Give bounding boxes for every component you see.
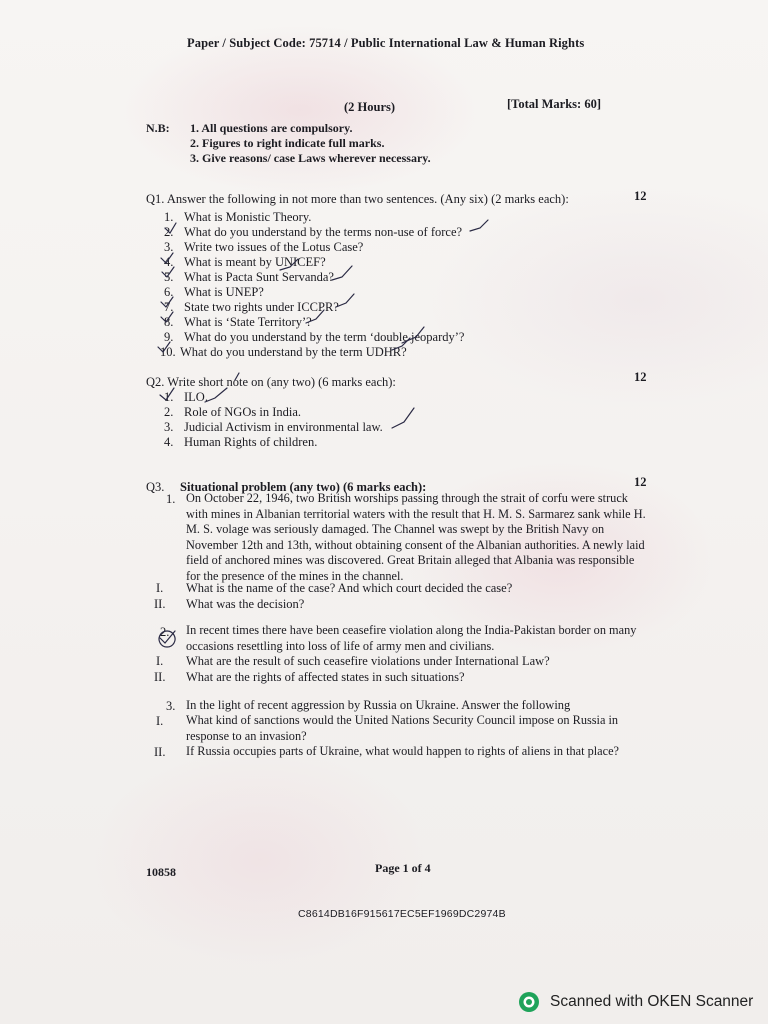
instruction-item: 1. All questions are compulsory. bbox=[190, 121, 353, 135]
q2-item: 2. Role of NGOs in India. bbox=[164, 405, 301, 419]
paper-code: C8614DB16F915617EC5EF1969DC2974B bbox=[298, 908, 506, 920]
question-2-marks: 12 bbox=[634, 370, 647, 384]
q3-subquestion: II. What was the decision? bbox=[154, 597, 305, 611]
q3-problem-number: 1. bbox=[166, 492, 176, 506]
q1-item: 8. What is ‘State Territory’? bbox=[164, 315, 312, 329]
q3-problem-text: On October 22, 1946, two British worships passing through the strait of corfu were struck with mines in Albanian territorial waters with the result that H. M. S. Sarmarez sank while H. M. S. volage was seriously damaged. The Channel was swept by the British Navy on November 12th and 13th, without obtaining consent of the Albanian authorities. A newly laid field of anchored mines was discovered. Great Britain alleged that Albania was responsible for the presence of the mines in the channel. bbox=[186, 491, 646, 583]
scanner-watermark-text: Scanned with OKEN Scanner bbox=[550, 993, 754, 1010]
q3-subquestion: II. What are the rights of affected states in such situations? bbox=[154, 670, 465, 684]
paper-number: 10858 bbox=[146, 865, 176, 879]
scanner-watermark bbox=[518, 990, 753, 1014]
q2-item: 3. Judicial Activism in environmental law. bbox=[164, 420, 383, 434]
q3-subquestion: I. What is the name of the case? And which court decided the case? bbox=[156, 581, 513, 595]
instruction-item: 3. Give reasons/ case Laws wherever necessary. bbox=[190, 151, 431, 165]
q1-item: 5. What is Pacta Sunt Servanda? bbox=[164, 270, 334, 284]
paper-header: Paper / Subject Code: 75714 / Public International Law & Human Rights bbox=[187, 36, 585, 50]
question-1-heading: Q1. Answer the following in not more than two sentences. (Any six) (2 marks each): bbox=[146, 192, 569, 206]
oken-scanner-logo-icon bbox=[518, 991, 540, 1013]
q3-problem-text: In the light of recent aggression by Russia on Ukraine. Answer the following bbox=[186, 698, 571, 712]
q1-item: 2. What do you understand by the terms non-use of force? bbox=[164, 225, 463, 239]
instruction-item: 2. Figures to right indicate full marks. bbox=[190, 136, 385, 150]
q3-problem-number: 2. bbox=[160, 625, 170, 639]
question-2-heading: Q2. Write short note on (any two) (6 marks each): bbox=[146, 375, 396, 389]
page-number: Page 1 of 4 bbox=[375, 861, 431, 875]
q1-item: 7. State two rights under ICCPR? bbox=[164, 300, 339, 314]
q3-subquestion: I. What are the result of such ceasefire violations under International Law? bbox=[156, 654, 550, 668]
q1-item: 3. Write two issues of the Lotus Case? bbox=[164, 240, 364, 254]
q1-item: 1. What is Monistic Theory. bbox=[164, 210, 312, 224]
q1-item: 6. What is UNEP? bbox=[164, 285, 264, 299]
q1-item: 4. What is meant by UNICEF? bbox=[164, 255, 326, 269]
total-marks: [Total Marks: 60] bbox=[507, 97, 601, 111]
q2-item: 1. ILO. bbox=[164, 390, 208, 404]
q3-problem-text: In recent times there have been ceasefire violation along the India-Pakistan border on many occasions resettling into loss of life of army men and civilians. bbox=[186, 623, 637, 653]
q3-problem-number: 3. bbox=[166, 699, 176, 713]
q3-subquestion: What kind of sanctions would the United Nations Security Council impose on Russia in response to an invasion? bbox=[186, 713, 619, 743]
exam-duration: (2 Hours) bbox=[344, 100, 396, 114]
question-3-heading: Q3. Situational problem (any two) (6 marks each): bbox=[146, 480, 427, 494]
q1-item: 9. What do you understand by the term ‘double jeopardy’? bbox=[164, 330, 465, 344]
q1-item: 10. What do you understand by the term UDHR? bbox=[160, 345, 407, 359]
question-1-marks: 12 bbox=[634, 189, 647, 203]
q2-item: 4. Human Rights of children. bbox=[164, 435, 318, 449]
q3-subquestion: If Russia occupies parts of Ukraine, what would happen to rights of aliens in that place? bbox=[186, 744, 620, 758]
instructions-prefix: N.B: bbox=[146, 121, 170, 135]
question-3-marks: 12 bbox=[634, 475, 647, 489]
q3-subquestion-number: I. bbox=[156, 714, 164, 728]
q3-subquestion-number: II. bbox=[154, 745, 166, 759]
